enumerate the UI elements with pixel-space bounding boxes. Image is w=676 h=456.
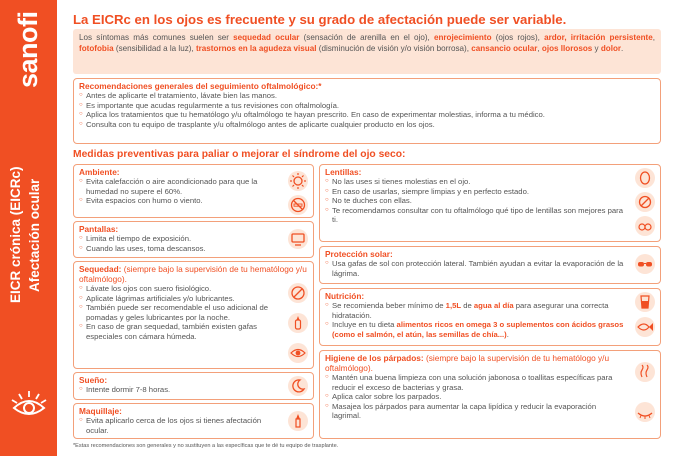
intro-highlight: cansancio ocular: [471, 44, 538, 53]
list-item: ○ No las uses si tienes molestias en el ojo.: [325, 177, 625, 187]
contact-lens-icon: [634, 167, 656, 189]
nutricion-title: Nutrición:: [325, 291, 365, 301]
ambiente-box: [73, 164, 314, 218]
nutricion-highlight: alimentos ricos en omega 3 o suplementos con ácidos grasos (como el salmón, el atún, las semillas de chía...): [332, 320, 624, 339]
list-item: ○ Aplica los tratamientos que tu hematólogo y/u oftalmólogo te hayan prescrito. En caso de experimentar molestias, informa a tu médico.: [79, 110, 655, 120]
recommendations-title: Recomendaciones generales del seguimiento oftalmológico:*: [79, 81, 322, 91]
list-item: ○ Usa gafas de sol con protección lateral. También ayudan a evitar la evaporación de la lágrima.: [325, 259, 625, 278]
makeup-icon: [287, 410, 309, 432]
intro-text: ,: [537, 44, 542, 53]
intro-highlight: sequedad ocular: [233, 33, 300, 42]
side-title: [6, 150, 50, 320]
water-glass-icon: [634, 291, 656, 313]
list-item: ○ Aplicate lágrimas artificiales y/o lubricantes.: [79, 294, 279, 304]
list-item: [325, 320, 625, 339]
proteccion-list: [325, 259, 625, 278]
sueno-list: [79, 385, 279, 395]
maquillaje-title: Maquillaje:: [79, 406, 122, 416]
intro-text: Los síntomas más comunes suelen ser: [79, 33, 234, 42]
side-title-line1: EICR crónica (EICRc): [8, 166, 23, 304]
footnote: *Estas recomendaciones son generales y no sustituyen a las específicas que te dé tu equipo de trasplante.: [73, 443, 339, 449]
nutricion-highlight: 1,5L: [445, 301, 462, 310]
sequedad-subtitle: (siempre bajo la supervisión de tu hematólogo y/u oftalmólogo).: [79, 264, 307, 284]
warm-compress-icon: [634, 361, 656, 383]
maquillaje-box: [73, 403, 314, 439]
intro-text: (sensibilidad a la luz),: [113, 44, 196, 53]
recommendations-box: [73, 78, 661, 144]
list-item: ○ Antes de aplicarte el tratamiento, lávate bien las manos.: [79, 91, 655, 101]
sequedad-title-main: Sequedad:: [79, 264, 122, 274]
list-item: ○ Cuando las uses, toma descansos.: [79, 244, 279, 254]
maquillaje-list: [79, 416, 279, 435]
list-item: ○ Limita el tiempo de exposición.: [79, 234, 279, 244]
intro-text: (sensación de arenilla en el ojo),: [299, 33, 434, 42]
sueno-box: [73, 372, 314, 400]
list-item: ○ Evita espacios con humo o viento.: [79, 196, 279, 206]
recommendations-list: [79, 91, 655, 129]
list-item: ○ Mantén una buena limpieza con una solución jabonosa o toallitas específicas para reducir el exceso de bacterias y grasa.: [325, 373, 625, 392]
nutricion-text: Se recomienda beber mínimo de: [332, 301, 446, 310]
list-item: ○ Masajea los párpados para aumentar la capa lipídica y reducir la evaporación lagrimal.: [325, 402, 625, 421]
intro-panel: [73, 29, 661, 74]
main-content: [57, 0, 676, 456]
higiene-title-main: Higiene de los párpados:: [325, 353, 424, 363]
no-smoke-icon: [287, 194, 309, 216]
sanofi-logo: sanofi: [13, 11, 43, 89]
screen-icon: [287, 228, 309, 250]
intro-text: y: [592, 44, 601, 53]
lentillas-list: [325, 177, 625, 225]
section-title: Medidas preventivas para paliar o mejorar el síndrome del ojo seco:: [73, 149, 406, 160]
proteccion-box: [319, 246, 661, 284]
no-lens-icon: [634, 191, 656, 213]
higiene-subtitle: (siempre bajo la supervisión de tu hematólogo y/u oftalmólogo).: [325, 353, 610, 373]
list-item: ○ No te duches con ellas.: [325, 196, 625, 206]
higiene-box: [319, 350, 661, 439]
sleep-icon: [287, 375, 309, 397]
list-item: ○ Lávate los ojos con suero fisiológico.: [79, 284, 279, 294]
ambiente-title: Ambiente:: [79, 167, 120, 177]
fish-icon: [634, 316, 656, 338]
intro-highlight: dolor: [600, 44, 622, 53]
intro-text: (ojos rojos),: [491, 33, 545, 42]
intro-highlight: ojos llorosos: [541, 44, 593, 53]
eyelid-icon: [634, 401, 656, 423]
list-item: ○ En caso de gran sequedad, también existen gafas especiales con cámara húmeda.: [79, 322, 279, 341]
list-item: ○ Intente dormir 7-8 horas.: [79, 385, 279, 395]
lens-case-icon: [634, 215, 656, 237]
nutricion-list: [325, 301, 625, 339]
proteccion-title: Protección solar:: [325, 249, 393, 259]
pantallas-list: [79, 234, 279, 253]
nutricion-text: para asegurar una correcta hidratación.: [332, 301, 609, 320]
intro-text: .: [621, 44, 624, 53]
intro-highlight: trastornos en la agudeza visual: [195, 44, 317, 53]
lentillas-box: [319, 164, 661, 242]
nutricion-text: Incluye en tu dieta: [332, 320, 397, 330]
list-item: ○ Es importante que acudas regularmente a tus revisiones con oftalmología.: [79, 101, 655, 111]
nutricion-text: de: [461, 301, 474, 310]
eye-drops-icon: [287, 282, 309, 304]
pantallas-title: Pantallas:: [79, 224, 119, 234]
sequedad-title: [79, 264, 308, 284]
eye-icon: [8, 386, 50, 428]
intro-text: ,: [652, 33, 655, 42]
ambiente-list: [79, 177, 279, 206]
list-item: ○ En caso de usarlas, siempre limpias y en perfecto estado.: [325, 187, 625, 197]
dropper-icon: [287, 312, 309, 334]
list-item: ○ Evita aplicarlo cerca de los ojos si tienes afectación ocular.: [79, 416, 279, 435]
intro-highlight: enrojecimiento: [433, 33, 492, 42]
list-item: ○ Evita calefacción o aire acondicionado para que la humedad no supere el 60%.: [79, 177, 279, 196]
pantallas-box: [73, 221, 314, 258]
sunglasses-icon: [634, 253, 656, 275]
sueno-title: Sueño:: [79, 375, 108, 385]
list-item: ○ Te recomendamos consultar con tu oftalmólogo qué tipo de lentillas son mejores para ti.: [325, 206, 625, 225]
sequedad-list: [79, 284, 279, 342]
intro-text: (disminución de visión y/o visión borrosa),: [316, 44, 472, 53]
sequedad-box: [73, 261, 314, 369]
list-item: ○ Consulta con tu equipo de trasplante y/u oftalmólogo antes de aplicarte cualquier producto en los ojos.: [79, 120, 655, 130]
higiene-title: [325, 353, 655, 373]
side-title-line2: Afectación ocular: [27, 178, 42, 292]
sun-icon: [287, 170, 309, 192]
list-item: [325, 301, 625, 320]
list-item: ○ También puede ser recomendable el uso adicional de pomadas y geles lubricantes por la noche.: [79, 303, 279, 322]
sidebar: [0, 0, 57, 456]
nutricion-text: .: [506, 329, 509, 339]
page-title: La EICRc en los ojos es frecuente y su grado de afectación puede ser variable.: [73, 12, 567, 27]
intro-highlight: fotofobia: [79, 44, 114, 53]
nutricion-highlight: agua al día: [473, 301, 514, 310]
higiene-list: [325, 373, 625, 421]
eye-icon: [287, 342, 309, 364]
lentillas-title: Lentillas:: [325, 167, 362, 177]
list-item: ○ Aplica calor sobre los parpados.: [325, 392, 625, 402]
intro-highlight: ardor, irritación persistente: [544, 33, 653, 42]
nutricion-box: [319, 288, 661, 346]
